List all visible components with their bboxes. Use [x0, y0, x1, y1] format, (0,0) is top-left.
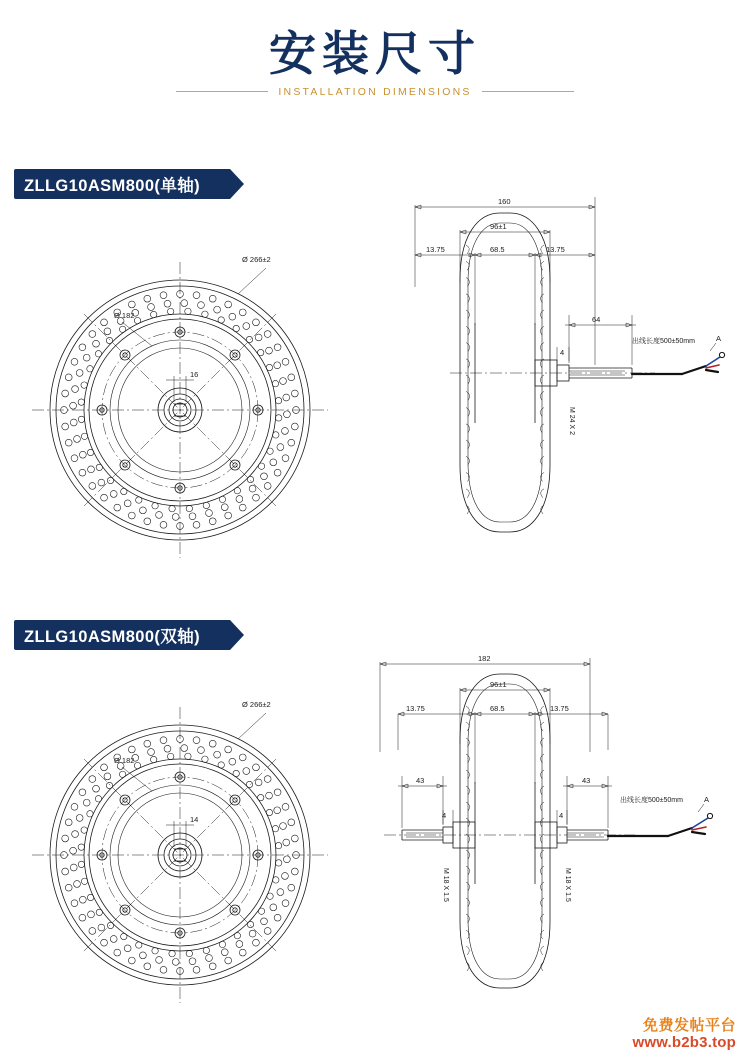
section-tab-single-shaft-label: ZLLG10ASM800(单轴)	[24, 177, 201, 195]
dim-hub-width-double: 96±1	[490, 680, 507, 689]
section-mark-double: A	[704, 795, 710, 804]
front-view-double	[32, 700, 328, 1003]
tread-marks-double	[466, 706, 544, 971]
dim-overall-width-double: 182	[478, 654, 491, 663]
dim-bolt-circle-single: Ø 182	[114, 311, 135, 320]
dim-shaft-length-right-double: 43	[582, 776, 591, 785]
dim-shaft-length-left-double: 43	[416, 776, 425, 785]
dim-hub-width-single: 96±1	[490, 222, 507, 231]
dim-shaft-step-right-double: 4	[559, 811, 564, 820]
page-title: 安装尺寸	[269, 27, 481, 80]
footer-line-1: 免费发帖平台	[642, 1016, 736, 1034]
footer-line-2: www.b2b3.top	[632, 1033, 736, 1051]
section-mark-single: A	[716, 334, 722, 343]
tyre-profile-single	[460, 213, 550, 532]
dim-right-offset-single: 13.75	[546, 245, 565, 254]
dim-inner-width-double: 68.5	[490, 704, 505, 713]
dim-left-offset-single: 13.75	[426, 245, 445, 254]
dim-left-offset-double: 13.75	[406, 704, 425, 713]
tyre-profile-double	[460, 674, 550, 988]
section-tab-double-shaft-label: ZLLG10ASM800(双轴)	[24, 628, 201, 646]
thread-label-double-right: M 18 X 1.5	[564, 868, 571, 902]
drawing-double-shaft	[0, 640, 750, 1040]
dim-shaft-flat-double: 14	[190, 815, 199, 824]
page-header	[0, 28, 750, 98]
page-subtitle: INSTALLATION DIMENSIONS	[278, 85, 472, 98]
dim-shaft-length-single: 64	[592, 315, 601, 324]
dim-inner-width-single: 68.5	[490, 245, 505, 254]
dim-outer-diameter-double: Ø 266±2	[242, 700, 271, 709]
cable-note-single: 出线长度500±50mm	[632, 338, 695, 345]
dim-outer-diameter-single: Ø 266±2	[242, 255, 271, 264]
dim-right-offset-double: 13.75	[550, 704, 569, 713]
side-view-double	[380, 654, 713, 988]
dim-shaft-step-left-double: 4	[442, 811, 447, 820]
footer-watermark	[632, 1017, 736, 1052]
page-subtitle-row	[0, 86, 750, 98]
thread-label-single: M 24 X 2	[568, 407, 575, 436]
dim-shaft-flat-single: 16	[190, 370, 199, 379]
dim-overall-width-single: 160	[498, 197, 511, 206]
drawing-single-shaft	[0, 175, 750, 595]
dim-bolt-circle-double: Ø 182	[114, 756, 135, 765]
rule-left	[176, 91, 268, 92]
cable-note-double: 出线长度500±50mm	[620, 797, 683, 804]
rule-right	[482, 91, 574, 92]
tread-marks-single	[466, 245, 544, 514]
side-view-single	[415, 197, 725, 532]
front-view-single	[32, 255, 328, 558]
thread-label-double-left: M 18 X 1.5	[442, 868, 449, 902]
dim-shaft-step-single: 4	[560, 348, 565, 357]
